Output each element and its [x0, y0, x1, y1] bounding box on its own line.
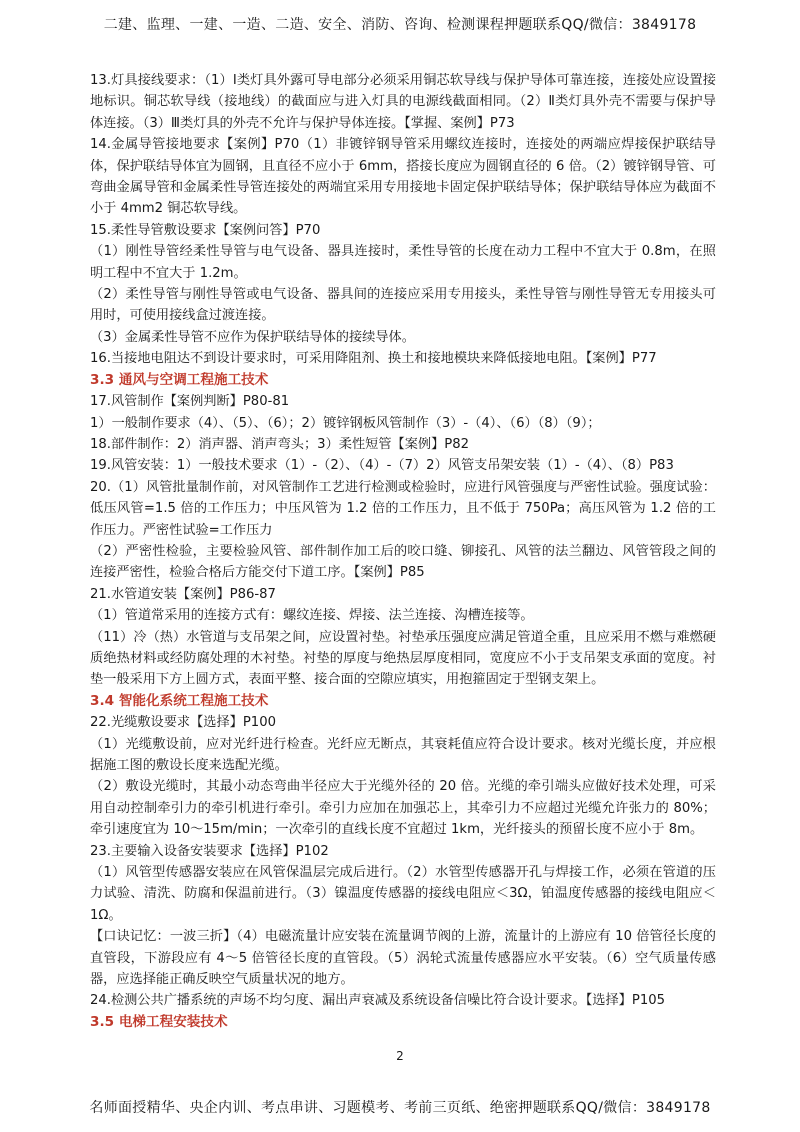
- page-footer: 名师面授精华、央企内训、考点串讲、习题模考、考前三页纸、绝密押题联系QQ/微信：3849178: [89, 1100, 711, 1116]
- item-15-3: （3）金属柔性导管不应作为保护联结导体的接续导体。: [90, 329, 415, 345]
- item-21-1: （1）管道常采用的连接方式有：螺纹连接、焊接、法兰连接、沟槽连接等。: [90, 608, 534, 624]
- item-21-title: 21.水管道安装【案例】P86-87: [90, 586, 276, 602]
- item-17-1: 1）一般制作要求（4）、（5）、（6）；2）镀锌钢板风管制作（3）-（4）、（6）（8）（9）；: [90, 415, 601, 431]
- item-15-2: （2）柔性导管与刚性导管或电气设备、器具间的连接应采用专用接头，柔性导管与刚性导管无专用接头可用时，可使用接线盒过渡连接。: [90, 287, 716, 324]
- item-17-title: 17.风管制作【案例判断】P80-81: [90, 394, 290, 410]
- item-19: 19.风管安装：1）一般技术要求（1）-（2）、（4）-（7）2）风管支吊架安装（1）-（4）、（8）P83: [90, 458, 674, 474]
- item-14: 14.金属导管接地要求【案例】P70（1）非镀锌钢导管采用螺纹连接时，连接处的两端应焊接保护联结导体，保护联结导体宜为圆钢，且直径不应小于 6mm，搭接长度应为圆钢直径的 6 倍。（2）镀锌钢导管、可弯曲金属导管和金属柔性导管连接处的两端宜采用专用接地卡固定保护联结导体；保护联结导体应为截面不小于 4mm2 铜芯软导线。: [90, 137, 716, 217]
- item-15-title: 15.柔性导管敷设要求【案例问答】P70: [90, 222, 321, 238]
- item-23-1: （1）风管型传感器安装应在风管保温层完成后进行。（2）水管型传感器开孔与焊接工作，必须在管道的压力试验、清洗、防腐和保温前进行。（3）镍温度传感器的接线电阻应＜3Ω，铂温度传感器的接线电阻应＜1Ω。: [90, 865, 716, 923]
- section-3-3-heading: 3.3 通风与空调工程施工技术: [90, 371, 269, 388]
- page-header: 二建、监理、一建、一造、二造、安全、消防、咨询、检测课程押题联系QQ/微信：3849178: [103, 17, 697, 33]
- section-3-5-heading: 3.5 电梯工程安装技术: [90, 1013, 228, 1030]
- item-21-11: （11）冷（热）水管道与支吊架之间，应设置衬垫。衬垫承压强度应满足管道全重，且应采用不燃与难燃硬质绝热材料或经防腐处理的木衬垫。衬垫的厚度与绝热层厚度相同，宽度应不小于支吊架支承面的宽度。衬垫一般采用下方上圆方式，表面平整、接合面的空隙应填实，用抱箍固定于型钢支架上。: [90, 629, 716, 688]
- item-20-1: 20.（1）风管批量制作前，对风管制作工艺进行检测或检验时，应进行风管强度与严密性试验。强度试验：低压风管=1.5 倍的工作压力；中压风管为 1.2 倍的工作压力，且不低于 750Pa；高压风管为 1.2 倍的工作压力。严密性试验=工作压力: [90, 479, 716, 538]
- document-body: [90, 70, 716, 1033]
- item-18: 18.部件制作：2）消声器、消声弯头；3）柔性短管【案例】P82: [90, 436, 469, 452]
- item-24: 24.检测公共广播系统的声场不均匀度、漏出声衰减及系统设备信噪比符合设计要求。【选择】P105: [90, 993, 665, 1009]
- item-23-title: 23.主要输入设备安装要求【选择】P102: [90, 843, 329, 859]
- item-15-1: （1）刚性导管经柔性导管与电气设备、器具连接时，柔性导管的长度在动力工程中不宜大于 0.8m，在照明工程中不宜大于 1.2m。: [90, 244, 716, 281]
- section-3-4-heading: 3.4 智能化系统工程施工技术: [90, 692, 269, 709]
- item-13: 13.灯具接线要求：（1）Ⅰ类灯具外露可导电部分必须采用铜芯软导线与保护导体可靠连接，连接处应设置接地标识。铜芯软导线（接地线）的截面应与进入灯具的电源线截面相同。（2）Ⅱ类灯具外壳不需要与保护导体连接。（3）Ⅲ类灯具的外壳不允许与保护导体连接。【掌握、案例】P73: [90, 73, 716, 131]
- item-23-mnemonic: 【口诀记忆：一波三折】（4）电磁流量计应安装在流量调节阀的上游，流量计的上游应有 10 倍管径长度的直管段，下游段应有 4～5 倍管径长度的直管段。（5）涡轮式流量传感器应水平安装。（6）空气质量传感器，应选择能正确反映空气质量状况的地方。: [90, 929, 716, 988]
- page-number: 2: [396, 1049, 404, 1063]
- item-20-2: （2）严密性检验，主要检验风管、部件制作加工后的咬口缝、铆接孔、风管的法兰翻边、风管管段之间的连接严密性，检验合格后方能交付下道工序。【案例】P85: [90, 543, 716, 581]
- item-22-2: （2）敷设光缆时，其最小动态弯曲半径应大于光缆外径的 20 倍。光缆的牵引端头应做好技术处理，可采用自动控制牵引力的牵引机进行牵引。牵引力应加在加强芯上，其牵引力不应超过光缆允许张力的 80%；牵引速度宜为 10～15m/min；一次牵引的直线长度不宜超过 1km，光纤接头的预留长度不应小于 8m。: [90, 779, 716, 838]
- item-22-1: （1）光缆敷设前，应对光纤进行检查。光纤应无断点，其衰耗值应符合设计要求。核对光缆长度，并应根据施工图的敷设长度来选配光缆。: [90, 736, 716, 773]
- item-16: 16.当接地电阻达不到设计要求时，可采用降阻剂、换土和接地模块来降低接地电阻。【案例】P77: [90, 351, 657, 367]
- item-22-title: 22.光缆敷设要求【选择】P100: [90, 715, 276, 731]
